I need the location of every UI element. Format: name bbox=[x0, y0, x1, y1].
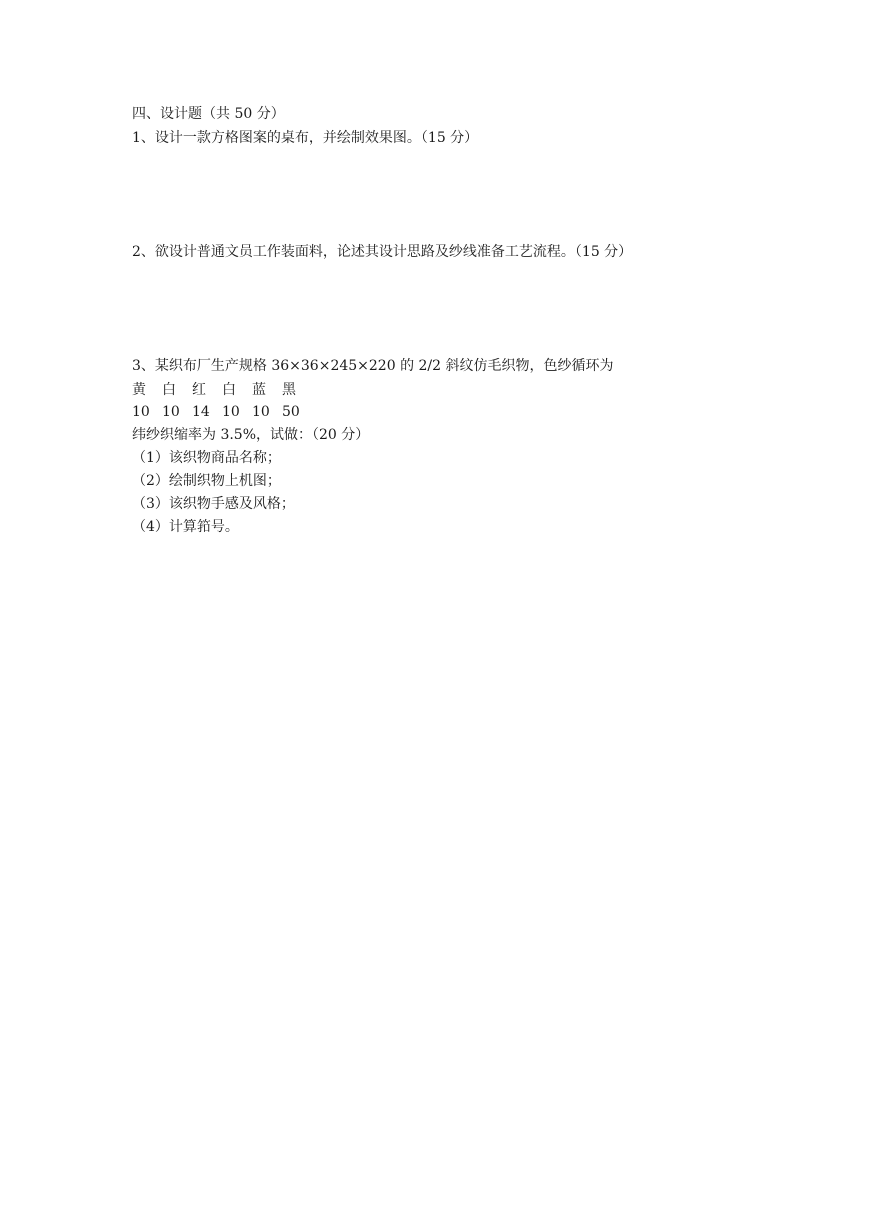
color-count: 10 bbox=[132, 404, 150, 420]
sub-item-2: （2）绘制织物上机图； bbox=[132, 473, 281, 489]
question-2: 2、欲设计普通文员工作装面料，论述其设计思路及纱线准备工艺流程。（15 分） bbox=[132, 244, 633, 260]
color-name: 黑 bbox=[282, 382, 296, 398]
color-name: 蓝 bbox=[252, 382, 266, 398]
sub-item-1: （1）该织物商品名称； bbox=[132, 450, 281, 466]
color-name: 红 bbox=[192, 382, 206, 398]
color-counts-row bbox=[132, 402, 312, 422]
color-count: 50 bbox=[282, 404, 300, 420]
color-count: 10 bbox=[222, 404, 240, 420]
color-count: 14 bbox=[192, 404, 210, 420]
question-3: 3、某织布厂生产规格 36×36×245×220 的 2/2 斜纹仿毛织物，色纱循环为 bbox=[132, 358, 614, 374]
color-count: 10 bbox=[252, 404, 270, 420]
section-heading: 四、设计题（共 50 分） bbox=[132, 106, 285, 122]
color-name: 黄 bbox=[132, 382, 146, 398]
color-name: 白 bbox=[162, 382, 176, 398]
color-count: 10 bbox=[162, 404, 180, 420]
question-1: 1、设计一款方格图案的桌布，并绘制效果图。（15 分） bbox=[132, 130, 479, 146]
color-names-row bbox=[132, 380, 312, 400]
color-name: 白 bbox=[222, 382, 236, 398]
sub-item-4: （4）计算筘号。 bbox=[132, 519, 239, 535]
sub-item-3: （3）该织物手感及风格； bbox=[132, 496, 295, 512]
shrinkage-line: 纬纱织缩率为 3.5%，试做：（20 分） bbox=[132, 427, 370, 443]
